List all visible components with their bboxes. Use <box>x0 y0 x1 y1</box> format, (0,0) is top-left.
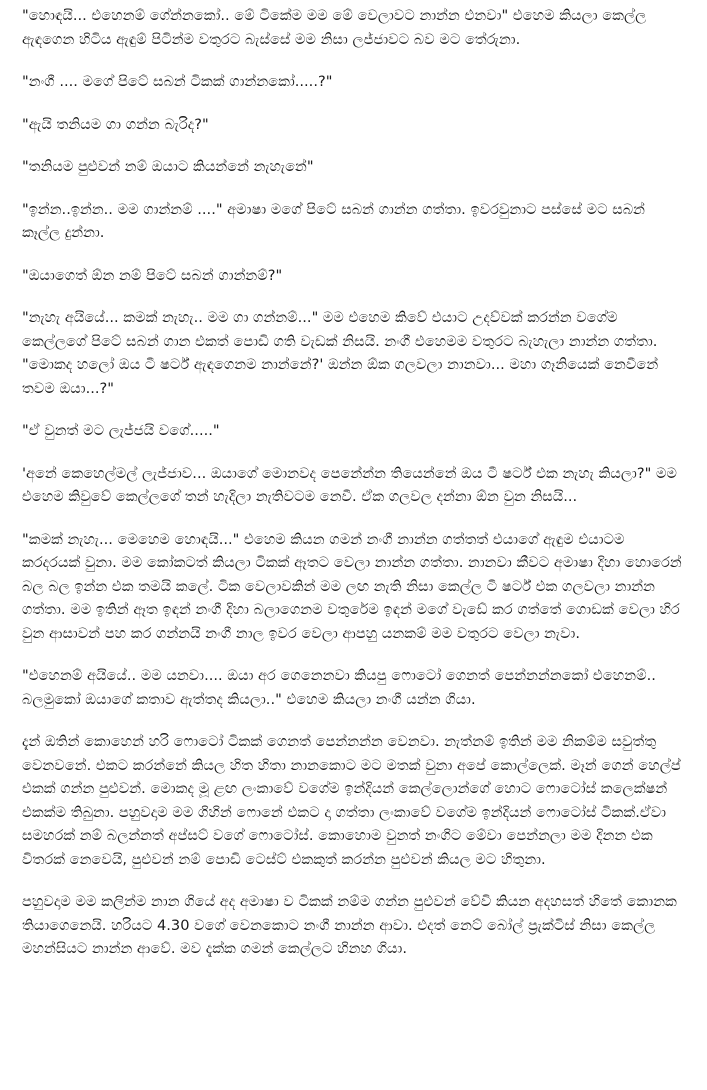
paragraph-13: පහුවදාම මම කලින්ම නාන ගියේ අද අමාෂා ව ටිකක් නම්ම ගන්න පුළුවන් වේවි කියන අදහසත් හිතේ කොනක තියාගෙනෙයි. හරියට 4.30 වගේ වෙනකොට නංගී නාන්න ආවා. එදත් නෙට් බෝල් ප්‍රැක්ටිස් නිසා කෙල්ල මහන්සියට නාන්න ආවේ. මව දැක්ක ගමන් කෙල්ලට හිනහ ගියා. <box>22 893 677 957</box>
paragraph-8: "ඒ වුනත් මට ලැජ්ජයි වගේ....." <box>22 422 220 439</box>
paragraph-9: 'අනේ කෙහෙල්මල් ලැජ්ජාව... ඔයාගේ මොනවද පෙනේන්න තියෙන්නේ ඔය ටී ෂර්ට් එක නැහැ කියලා?" මම එහෙම කිවුවේ කෙල්ලගේ තන් හැදිලා නැතිවටම නෙවී. ඒක ගලවල දන්නා ඕන වුන නිසයි... <box>22 464 677 505</box>
paragraph-11: "එහෙනම් අයියේ.. මම යනවා.... ඔයා අර ගෙනෙනවා කියපු ෆොටෝ ගෙනත් පෙන්නන්නකෝ එහෙනම්.. බලමුකෝ ඔයාගේ කතාව ඇත්තද කියලා.." එහෙම කියලා නංගී යන්න ගියා. <box>22 667 656 708</box>
paragraph-5: "ඉන්න..ඉන්න.. මම ගාන්නම් ...." අමාෂා මගේ පිටේ සබන් ගාන්න ගත්තා. ඉවරවුනාට පස්සේ මට සබන් කෑල්ල දුන්නා. <box>22 200 646 241</box>
paragraph-10: "කමක් නැහැ... මෙහෙම හොඳයි..." එහෙම කියන ගමන් නංගී නාන්න ගත්තත් එයාගේ ඇඳුම එයාටම කරදරයක් වුනා. මම කෝකටත් කියලා ටිකක් ඈතට වෙලා නාන්න ගත්තා. නානවා කීවට අමාෂා දිහා හොරෙන් බල බල ඉන්න එක තමයි කලේ. ටික වෙලාවකින් මම ලඟ නැති නිසා කෙල්ල ටී ෂර්ට් එක ගලවලා නාන්න ගත්තා. මම ඉතින් ඈත ඉඳන් නංගී දිහා බලාගෙනම වතුරේම ඉඳන් මගේ වැඩේ කර ගත්තේ ගොඩක් වෙලා හිර වුන ආසාවන් පහ කර ගන්නයි නංගී නාල ඉවර වෙලා ආපහු යනකම් මම වතුරට වෙලා නැවා. <box>22 530 682 642</box>
paragraph-3: "ඇයි තනියම ගා ගන්න බැරිද?" <box>22 115 209 133</box>
paragraph-6: "ඔයාගෙත් ඕන නම් පිටේ සබන් ගාන්නම්?" <box>22 266 283 284</box>
paragraph-1: "හොඳයි... එහෙනම් ගේන්නකෝ.. මේ ටිකේම මම මේ වෙලාවට නාන්න එනවා" එහෙම කියලා කෙල්ල ඇඳගෙන හිටිය ඇඳුම් පිටින්ම වතුරට බැස්සේ මම නිසා ලජ්ජාවට බව මට තේරුනා. <box>22 7 647 48</box>
paragraph-12: දැන් ඔතින් කොහෙන් හරි ෆොටෝ ටිකක් ගෙනත් පෙන්නන්න වෙනවා. නැත්නම් ඉතින් මම නිකම්ම සවුත්තු වෙනවනේ. එකට කරන්නේ කියල හිත හිතා නානකොට මට මතක් වුනා අපේ කොල්ලෙක්. මෑන් ගෙන් හෙල්ප් එකක් ගන්න පුළුවන්. මොකද මූ ළඟ ලංකාවේ වගේම ඉන්දියන් කෙල්ලොන්ගේ හොට ෆොටෝස් කලෙක්ෂන් එකක්ම තිබුනා. පහුවදාම මම ගිහින් ෆොනේ එකට දා ගත්තා ලංකාවේ වගේම ඉන්දියන් ෆොටෝස් ටිකක්.ඒවා සමහරක් නම් බලන්නත් අප්සට් වගේ ෆොටෝස්. කොහොම වුනත් නංගිට මේවා පෙන්නලා මම දිනන එක විතරක් නෙවෙයි, පුළුවන් නම් පොඩි ටෙස්ට් එකකුත් කරන්න පුළුවන් කියල මට හිතුනා. <box>22 733 681 868</box>
paragraph-2: "නංගී .... මගේ පිටේ සබන් ටිකක් ගාන්නකෝ.....?" <box>22 73 333 90</box>
paragraph-4: "තනියම පුළුවන් නම් ඔයාට කියන්නේ නැහැනේ" <box>22 158 314 175</box>
paragraph-7: "නැහැ අයියේ... කමක් නැහැ.. මම ගා ගන්නම්..." මම එහෙම කිවේ එයාට උදව්වක් කරන්න වගේම කෙල්ලගේ පිටේ සබන් ගාන එකත් පොඩි ගති වැඩක් නිසයි. නංගී එහෙමම වතුරට බැහැලා නාන්න ගත්තා. "මොකද හලෝ ඔය ටී ෂර්ට් ඇඳගෙනම නාන්නේ?' ඔන්න ඕක ගලවලා නානවා... මහා ගෑනියෙක් නෙවීනේ තවම ඔයා...?" <box>22 309 659 397</box>
